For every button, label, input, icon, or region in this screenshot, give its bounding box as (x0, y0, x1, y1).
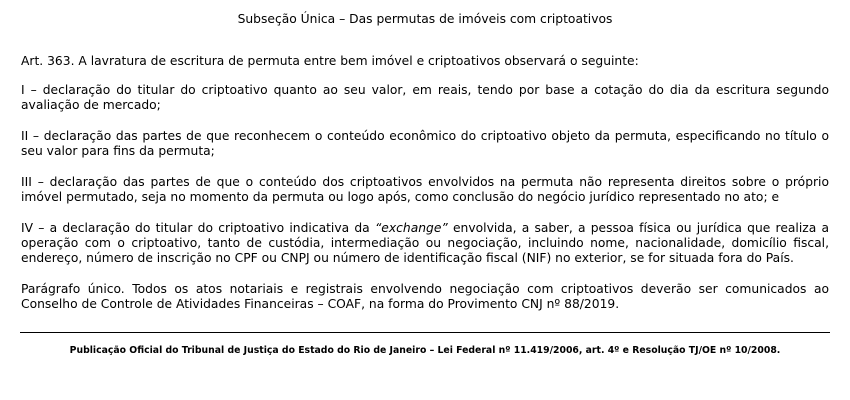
publication-footer: Publicação Oficial do Tribunal de Justiça do Estado do Rio de Janeiro – Lei Federal nº 11.419/2006, art. 4º e Resolução TJ/OE nº 10/2008. (69, 345, 781, 356)
article-item-i: I – declaração do titular do criptoativo quanto ao seu valor, em reais, tendo por base a cotação do dia da escritura segundo avaliação de mercado; (21, 83, 829, 112)
article-item-ii: II – declaração das partes de que reconhecem o conteúdo econômico do criptoativo objeto da permuta, especificando no título o seu valor para fins da permuta; (21, 129, 829, 158)
article-item-iii: III – declaração das partes de que o conteúdo dos criptoativos envolvidos na permuta não representa direitos sobre o próprio imóvel permutado, seja no momento da permuta ou logo após, como conclusão do negócio jurídico representado no ato; e (21, 175, 829, 204)
section-title: Subseção Única – Das permutas de imóveis com criptoativos (237, 12, 613, 26)
footer-divider (20, 332, 830, 333)
article-single-paragraph: Parágrafo único. Todos os atos notariais e registrais envolvendo negociação com criptoativos deverão ser comunicados ao Conselho de Controle de Atividades Financeiras – COAF, na forma do Provimento CNJ nº 88/2019. (21, 282, 829, 311)
article-item-iv (21, 221, 829, 266)
article-item-iv-before: IV – a declaração do titular do criptoativo indicativa da (21, 221, 375, 235)
article-item-iv-after: envolvida, a saber, a pessoa física ou jurídica que realiza a operação com o criptoativo, tanto de custódia, intermediação ou negociação, incluindo nome, nacionalidade, domicílio fiscal, endereço, número de inscrição no CPF ou CNPJ ou número de identificação fiscal (NIF) no exterior, se for situada fora do País. (21, 221, 830, 265)
article-intro: Art. 363. A lavratura de escritura de permuta entre bem imóvel e criptoativos observará o seguinte: (21, 54, 639, 68)
article-body (21, 54, 829, 328)
article-item-iv-exchange: “exchange” (374, 221, 448, 235)
